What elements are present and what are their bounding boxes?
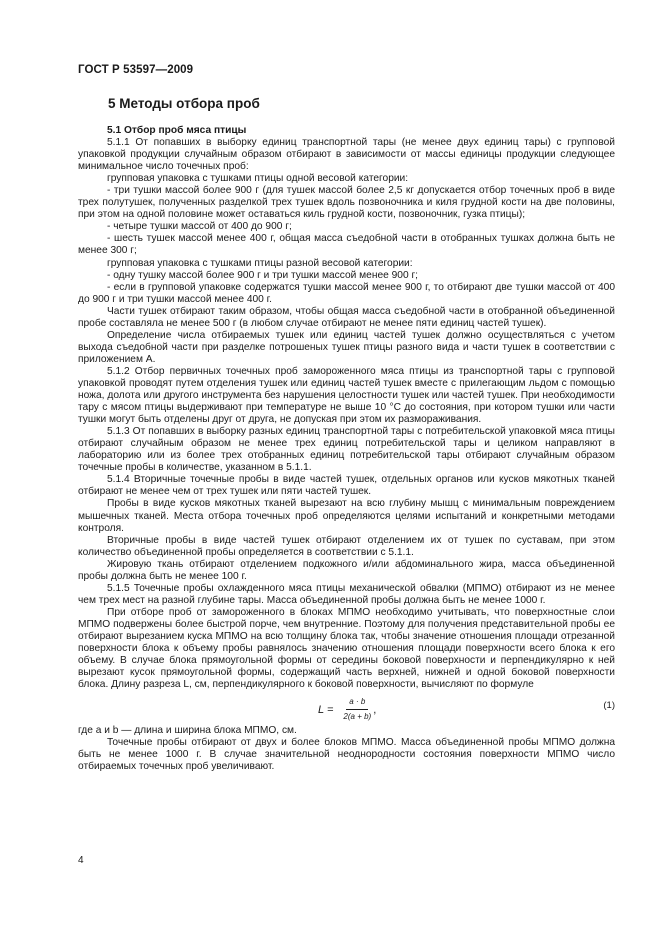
section-title: 5 Методы отбора проб <box>108 96 260 111</box>
formula-denominator: 2(a + b) <box>343 712 372 722</box>
paragraph: 5.1.2 Отбор первичных точечных проб замороженного мяса птицы из транспортной тары с групповой упаковкой проводят путем отделения тушек или единиц частей тушек вместе с прилегающим льдом с помощью ножа, долота или другого инструмента без нарушения целостности тушек или частей тушек. При необходимости тару с мясом птицы выдерживают при температуре не выше 10 °С до состояния, при котором тушки или части тушки могут быть отделены друг от друга, не допуская при этом их размораживания. <box>78 365 615 426</box>
formula-numerator: a · b <box>346 696 368 710</box>
list-item: - три тушки массой более 900 г (для тушек массой более 2,5 кг допускается отбор точечных проб в виде трех полутушек, полученных разделкой трех тушек вдоль позвоночника и киля грудной кости на две половины, при этом на одной половине может оставаться киль грудной кости, позвоночник, гузка птицы); <box>78 185 615 221</box>
paragraph: При отборе проб от замороженного в блоках МПМО необходимо учитывать, что поверхностные слои МПМО подвержены более быстрой порче, чем внутренние. Поэтому для получения представительной пробы ее отбирают вырезанием куска МПМО на всю толщину блока так, чтобы значение отношения площади отрезанной поверхности блока к объему пробы равнялось значению отношения площади поверхности всего блока к его объему. В случае блока прямоугольной формы от середины боковой поверхности и перпендикулярно к ней вырезают кусок прямоугольной формы, содержащий часть верхней, нижней и одной боковой поверхности блока. Длину разреза L, см, перпендикулярного к боковой поверхности, вычисляют по формуле <box>78 606 615 691</box>
document-body <box>78 125 615 773</box>
list-item: - если в групповой упаковке содержатся тушки массой менее 900 г, то отбирают две тушки массой от 400 до 900 г и три тушки массой менее 400 г. <box>78 281 615 305</box>
paragraph: 5.1.5 Точечные пробы охлажденного мяса птицы механической обвалки (МПМО) отбирают из не менее чем трех мест на разной глубине тары. Масса объединенной пробы должна быть не менее 1000 г. <box>78 582 615 606</box>
paragraph: Точечные пробы отбирают от двух и более блоков МПМО. Масса объединенной пробы МПМО должна быть не менее 1000 г. В случае значительной неоднородности состояния поверхности МПМО число отбираемых точечных проб увеличивают. <box>78 737 615 773</box>
paragraph: групповая упаковка с тушками птицы одной весовой категории: <box>107 173 409 185</box>
page-number: 4 <box>78 855 84 866</box>
list-item: - шесть тушек массой менее 400 г, общая масса съедобной части в отобранных тушках должна быть не менее 300 г; <box>78 233 615 257</box>
paragraph: Части тушек отбирают таким образом, чтобы общая масса съедобной части в отобранной объединенной пробе составляла не менее 500 г (в любом случае отбирают не менее пяти единиц частей тушек). <box>78 305 615 329</box>
formula-tail: , <box>373 703 377 716</box>
standard-header: ГОСТ Р 53597—2009 <box>78 64 194 76</box>
paragraph: 5.1.4 Вторичные точечные пробы в виде частей тушек, отдельных органов или кусков мякотных тканей отбирают не менее чем от трех тушек или пяти частей тушек. <box>78 474 615 498</box>
paragraph: Пробы в виде кусков мякотных тканей вырезают на всю глубину мышц с минимальным повреждением мышечных тканей. Места отбора точечных проб определяются целями испытаний и конкретными методами контроля. <box>78 498 615 534</box>
formula-block <box>78 693 615 721</box>
formula-legend: где a и b — длина и ширина блока МПМО, см. <box>78 725 297 737</box>
formula <box>318 696 376 723</box>
paragraph: Определение числа отбираемых тушек или единиц частей тушек должно осуществляться с учетом выхода съедобной части при разделке потрошеных тушек птицы разного вида и части тушек в соответствии с приложением А. <box>78 329 615 365</box>
subsection-heading: 5.1 Отбор проб мяса птицы <box>107 125 247 136</box>
list-item: - четыре тушки массой от 400 до 900 г; <box>107 221 292 233</box>
formula-lhs: L = <box>318 703 334 716</box>
paragraph: Жировую ткань отбирают отделением подкожного и/или абдоминального жира, масса объединенной пробы должна быть не менее 100 г. <box>78 558 615 582</box>
paragraph: 5.1.3 От попавших в выборку разных единиц транспортной тары с потребительской упаковкой мяса птицы отбирают случайным образом не менее трех единиц потребительской тары и целиком направляют в лабораторию или из более трех отобранных единиц потребительской тары отбирают случайным образом точечные пробы в количестве, указанном в 5.1.1. <box>78 426 615 474</box>
paragraph: Вторичные пробы в виде частей тушек отбирают отделением их от тушек по суставам, при этом количество объединенной пробы определяется в соответствии с 5.1.1. <box>78 534 615 558</box>
formula-number: (1) <box>603 700 615 712</box>
paragraph: 5.1.1 От попавших в выборку единиц транспортной тары (не менее двух единиц тары) с групповой упаковкой продукции случайным образом отбирают в зависимости от массы единицы продукции следующее минимальное число точечных проб: <box>78 137 615 173</box>
formula-fraction <box>341 696 373 723</box>
paragraph: групповая упаковка с тушками птицы разной весовой категории: <box>107 257 413 269</box>
list-item: - одну тушку массой более 900 г и три тушки массой менее 900 г; <box>107 269 419 281</box>
